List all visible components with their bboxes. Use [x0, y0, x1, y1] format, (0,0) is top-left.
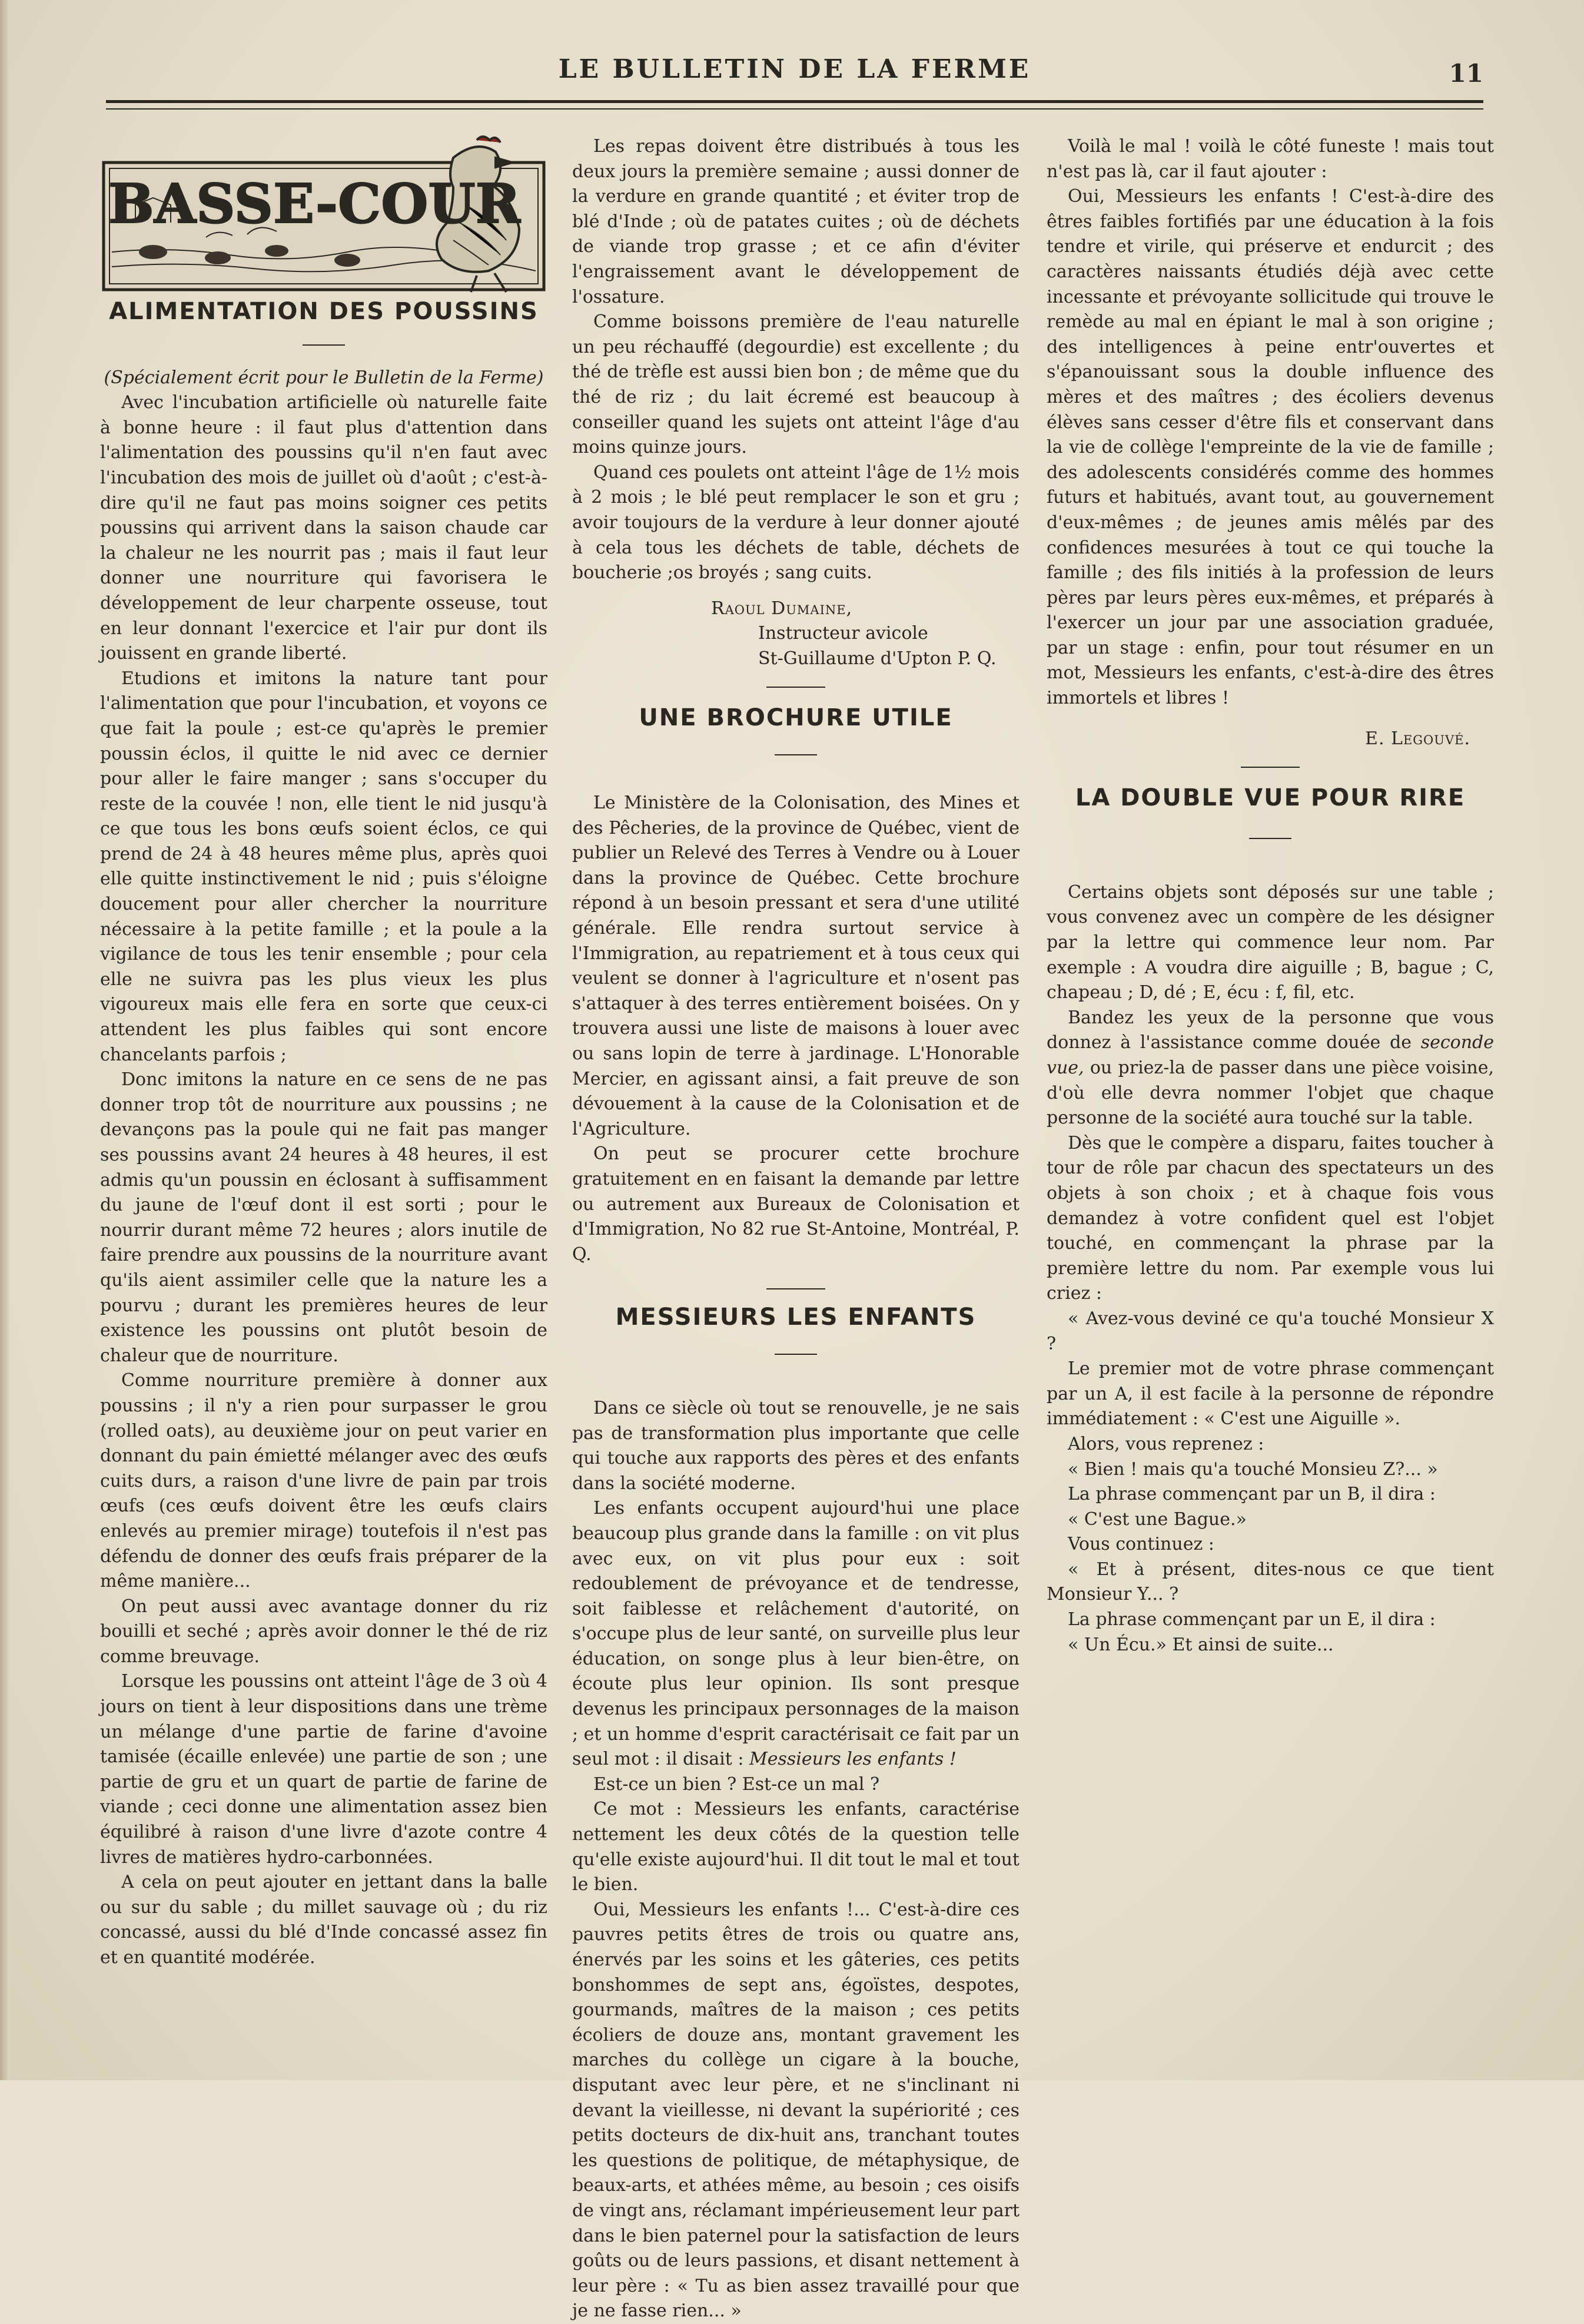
paragraph: Etudions et imitons la nature tant pour l'alimentation que pour l'incubation, et voyons ce que fait la poule ; est-ce qu'après le premier poussin éclos, il quitte le nid avec ce dernier pour aller le faire manger ; sans s'occuper du reste de la couvée ! non, elle tient le nid jusqu'à ce que tous les bons œufs soient éclos, ce qui prend de 24 à 48 heures même plus, après quoi elle quitte instinctivement le nid ; puis s'éloigne doucement pour aller chercher la nourriture nécessaire à la petite famille ; et la poule a la vigilance de tous les tenir ensemble ; pour cela elle ne suivra pas les plus vieux les plus vigoureux mais elle fera en sorte que ceux-ci attendent les plus faibles qui sont encore chancelants parfois ; — [100, 668, 547, 1065]
running-title: LE BULLETIN DE LA FERME — [558, 54, 1031, 84]
paragraph: Lorsque les poussins ont atteint l'âge de 3 où 4 jours on tient à leur dispositions dans une trème un mélange d'une partie de farine d'avoine tamisée (écaille enlevée) une partie de son ; une partie de gru et un quart de partie de farine de viande ; ceci donne une alimentation assez bien équilibré à raison d'une livre d'azote contre 4 livres de matières hydro-carbonnées. — [100, 1671, 547, 1868]
divider — [775, 1354, 817, 1355]
divider — [1241, 767, 1300, 768]
paragraph: Ce mot : Messieurs les enfants, caractérise nettement les deux côtés de la question telle qu'elle existe aujourd'hui. Il dit tout le mal et tout le bien. — [572, 1799, 1020, 1895]
divider — [766, 687, 825, 688]
dialogue-line: La phrase commençant par un E, il dira : — [1068, 1609, 1436, 1630]
author-signature: E. Legouvé. — [1365, 728, 1470, 749]
page-edge — [0, 0, 9, 2080]
dialogue-line: « C'est une Bague.» — [1068, 1509, 1247, 1530]
paragraph: On peut aussi avec avantage donner du riz bouilli et seché ; après avoir donner le thé de riz comme breuvage. — [100, 1596, 547, 1667]
dialogue-line: « Et à présent, dites-nous ce que tient Monsieur Y... ? — [1047, 1559, 1494, 1605]
divider — [766, 1288, 825, 1289]
paragraph: A cela on peut ajouter en jettant dans la balle ou sur du sable ; du millet sauvage où ; du riz concassé, aussi du blé d'Inde concassé assez fin et en quantité modérée. — [100, 1872, 547, 1968]
paragraph: Certains objets sont déposés sur une table ; vous convenez avec un compère de les désigner par la lettre qui commence leur nom. Par exemple : A voudra dire aiguille ; B, bague ; C, chapeau ; D, dé ; E, écu : f, fil, etc. — [1047, 881, 1494, 1003]
dialogue-line: Alors, vous reprenez : — [1068, 1433, 1264, 1454]
article-subtitle: (Spécialement écrit pour le Bulletin de la Ferme) — [104, 367, 544, 388]
paragraph: Voilà le mal ! voilà le côté funeste ! mais tout n'est pas là, car il faut ajouter : — [1047, 136, 1494, 182]
column-1 — [100, 134, 547, 1971]
paragraph: Est-ce un bien ? Est-ce un mal ? — [593, 1773, 880, 1795]
column-2 — [572, 134, 1020, 2324]
divider — [303, 344, 345, 346]
divider — [775, 754, 817, 755]
paragraph: Le Ministère de la Colonisation, des Mines et des Pêcheries, de la province de Québec, vient de publier un Relevé des Terres à Vendre ou à Louer dans la province de Québec. Cette brochure répond à un besoin pressant et sera d'une utilité générale. Elle rendra surtout service à l'Immigration, au repatriement et à tous ceux qui veulent se donner à l'agriculture et n'osent pas s'attaquer à des terres entièrement boisées. On y trouvera aussi une liste de maisons à louer avec ou sans lopin de terre à jardinage. L'Honorable Mercier, en agissant ainsi, a fait preuve de son dévouement à la cause de la Colonisation et de l'Agriculture. — [572, 793, 1020, 1139]
paragraph: Dès que le compère a disparu, faites toucher à tour de rôle par chacun des spectateurs un des objets à son choix ; et à chaque fois vous demandez à votre confident quel est l'objet touché, en commençant la phrase par la première lettre du nom. Par exemple vous lui criez : — [1047, 1132, 1494, 1304]
dialogue-line: Vous continuez : — [1068, 1534, 1214, 1555]
dialogue-line: « Un Écu.» Et ainsi de suite... — [1068, 1634, 1334, 1655]
author-place: St-Guillaume d'Upton P. Q. — [758, 648, 997, 669]
paragraph: Dans ce siècle où tout se renouvelle, je ne sais pas de transformation plus importante que celle qui touche aux rapports des pères et des enfants dans la société moderne. — [572, 1397, 1020, 1494]
dialogue-line: « Avez-vous deviné ce qu'a touché Monsieur X ? — [1047, 1308, 1494, 1354]
page-number: 11 — [1449, 59, 1483, 88]
rooster-engraving-icon — [100, 134, 547, 293]
page-header — [106, 48, 1483, 119]
heading-enfants: MESSIEURS LES ENFANTS — [615, 1304, 977, 1331]
author-role: Instructeur avicole — [758, 623, 928, 644]
heading-poussins: ALIMENTATION DES POUSSINS — [109, 298, 539, 325]
dialogue-line: La phrase commençant par un B, il dira : — [1068, 1484, 1436, 1505]
paragraph: Oui, Messieurs les enfants ! C'est-à-dire des êtres faibles fortifiés par une éducation à la fois tendre et virile, qui préserve et endurcit ; des caractères naissants étudiés déjà avec cette incessante et prévoyante sollicitude qui trouve le remède au mal en épiant le mal à son origine ; des intelligences à peine entr'ouvertes et s'épanouissant sous la double influence des mères et des maîtres ; des écoliers devenus élèves sans cesser d'être fils et conservant dans la vie de collège l'empreinte de la vie de famille ; des adolescents considérés comme des hommes futurs et habitués, avant tout, au gouvernement d'eux-mêmes ; de jeunes amis mêlés par des confidences mesurées à tout ce qui touche la famille ; des fils initiés à la profession de leurs pères par leurs pères eux-mêmes, et préparés à l'exercer un jour par une association graduée, par un stage : enfin, pour tout résumer en un mot, Messieurs les enfants, c'est-à-dire des êtres immortels et libres ! — [1047, 186, 1494, 709]
dialogue-line: Le premier mot de votre phrase commençant par un A, il est facile à la personne de répondre immédiatement : « C'est une Aiguille ». — [1047, 1358, 1494, 1430]
header-rule — [106, 100, 1483, 103]
paragraph: Bandez les yeux de la personne que vous donnez à l'assistance comme douée de seconde vue, ou priez-la de passer dans une pièce voisine, d'où elle devra nommer l'objet que chaque personne de la société aura touché sur la table. — [1047, 1007, 1494, 1129]
paragraph: Les repas doivent être distribués à tous les deux jours la première semaine ; aussi donner de la verdure en grande quantité ; et éviter trop de blé d'Inde ; où de patates cuites ; où de déchets de viande trop grasse ; et ce afin d'éviter l'engraissement avant le développement de l'ossature. — [572, 136, 1020, 307]
divider — [1249, 838, 1291, 839]
paragraph: Comme boissons première de l'eau naturelle un peu réchauffé (degourdie) est excellente ; du thé de trèfle est aussi bien bon ; de même que du thé de riz ; du lait écremé est beaucoup à conseiller quand les sujets ont atteint l'âge d'au moins quinze jours. — [572, 311, 1020, 458]
paragraph: Avec l'incubation artificielle où naturelle faite à bonne heure : il faut plus d'attention dans l'alimentation des poussins qu'il n'en faut avec l'incubation des mois de juillet où d'août ; c'est-à-dire qu'il ne faut pas moins soigner ces petits poussins qui arrivent dans la saison chaude car la chaleur ne les nourrit pas ; mais il faut leur donner une nourriture qui favorisera le développement de leur charpente osseuse, tout en leur donnant l'exercice et l'air pur dont ils jouissent en grande liberté. — [100, 392, 547, 664]
heading-double-vue: LA DOUBLE VUE POUR RIRE — [1075, 784, 1466, 812]
header-rule-thin — [106, 108, 1483, 110]
paragraph: Comme nourriture première à donner aux poussins ; il n'y a rien pour surpasser le grou (rolled oats), au deuxième jour on peut varier en donnant du pain émietté mélanger avec des œufs cuits durs, a raison d'une livre de pain par trois œufs (ces œufs doivent être les œufs clairs enlevés au premier mirage) toutefois il n'est pas défendu de donner des œufs frais préparer de la même manière... — [100, 1370, 547, 1592]
paragraph: On peut se procurer cette brochure gratuitement en en faisant la demande par lettre ou autrement aux Bureaux de Colonisation et d'Immigration, No 82 rue St-Antoine, Montréal, P. Q. — [572, 1143, 1020, 1265]
dialogue-line: « Bien ! mais qu'a touché Monsieu Z?... » — [1068, 1458, 1438, 1480]
paragraph: Quand ces poulets ont atteint l'âge de 1½ mois à 2 mois ; le blé peut remplacer le son et gru ; avoir toujours de la verdure à leur donner ajouté à cela tous les déchets de table, déchets de boucherie ;os broyés ; sang cuits. — [572, 462, 1020, 584]
paragraph: Oui, Messieurs les enfants !... C'est-à-dire ces pauvres petits êtres de trois ou quatre ans, énervés par les soins et les gâteries, ces petits bonshommes de sept ans, égoïstes, despotes, gourmands, maîtres de la maison ; ces petits écoliers de douze ans, montant gravement les marches du collège un cigare à la bouche, disputant avec leur père, et ne s'inclinant ni devant la vieillesse, ni devant la supériorité ; ces petits docteurs de dix-huit ans, tranchant toutes les questions de politique, de métaphysique, de beaux-arts, et athées même, au besoin ; ces oisifs de vingt ans, réclamant impérieusement leur part dans le bien paternel pour la satisfaction de leurs goûts ou de leurs passions, et disant nettement à leur père : « Tu as bien assez travaillé pour que je ne fasse rien... » — [572, 1899, 1020, 2322]
basse-cour-banner — [100, 134, 547, 293]
banner-title: BASSE-COUR — [108, 172, 521, 236]
paragraph: Les enfants occupent aujourd'hui une place beaucoup plus grande dans la famille : on vit plus avec eux, on vit plus pour eux : soit redoublement de prévoyance et de tendresse, soit faiblesse et relâchement d'autorité, on s'occupe plus de leur santé, on surveille plus leur éducation, on songe plus à leur bien-être, on écoute plus leur opinion. Ils sont presque devenus les principaux personnages de la maison ; et un homme d'esprit caractérisait ce fait par un seul mot : il disait : Messieurs les enfants ! — [572, 1498, 1020, 1770]
author-name: Raoul Dumaine, — [711, 598, 853, 619]
heading-brochure: UNE BROCHURE UTILE — [639, 704, 953, 732]
column-3 — [1047, 134, 1494, 1657]
paragraph: Donc imitons la nature en ce sens de ne pas donner trop tôt de nourriture aux poussins ; ne devançons pas la poule qui ne fait pas manger ses poussins avant 24 heures à 48 heures, il est admis qu'un poussin en éclosant à suffisamment du jaune de l'œuf dont il est sorti ; pour le nourrir durant même 72 heures ; alors inutile de faire prendre aux poussins de la nourriture avant qu'ils aient assimiler celle que la nature les a pourvu ; durant les premières heures de leur existence les poussins ont plutôt besoin de chaleur que de nourriture. — [100, 1069, 547, 1366]
